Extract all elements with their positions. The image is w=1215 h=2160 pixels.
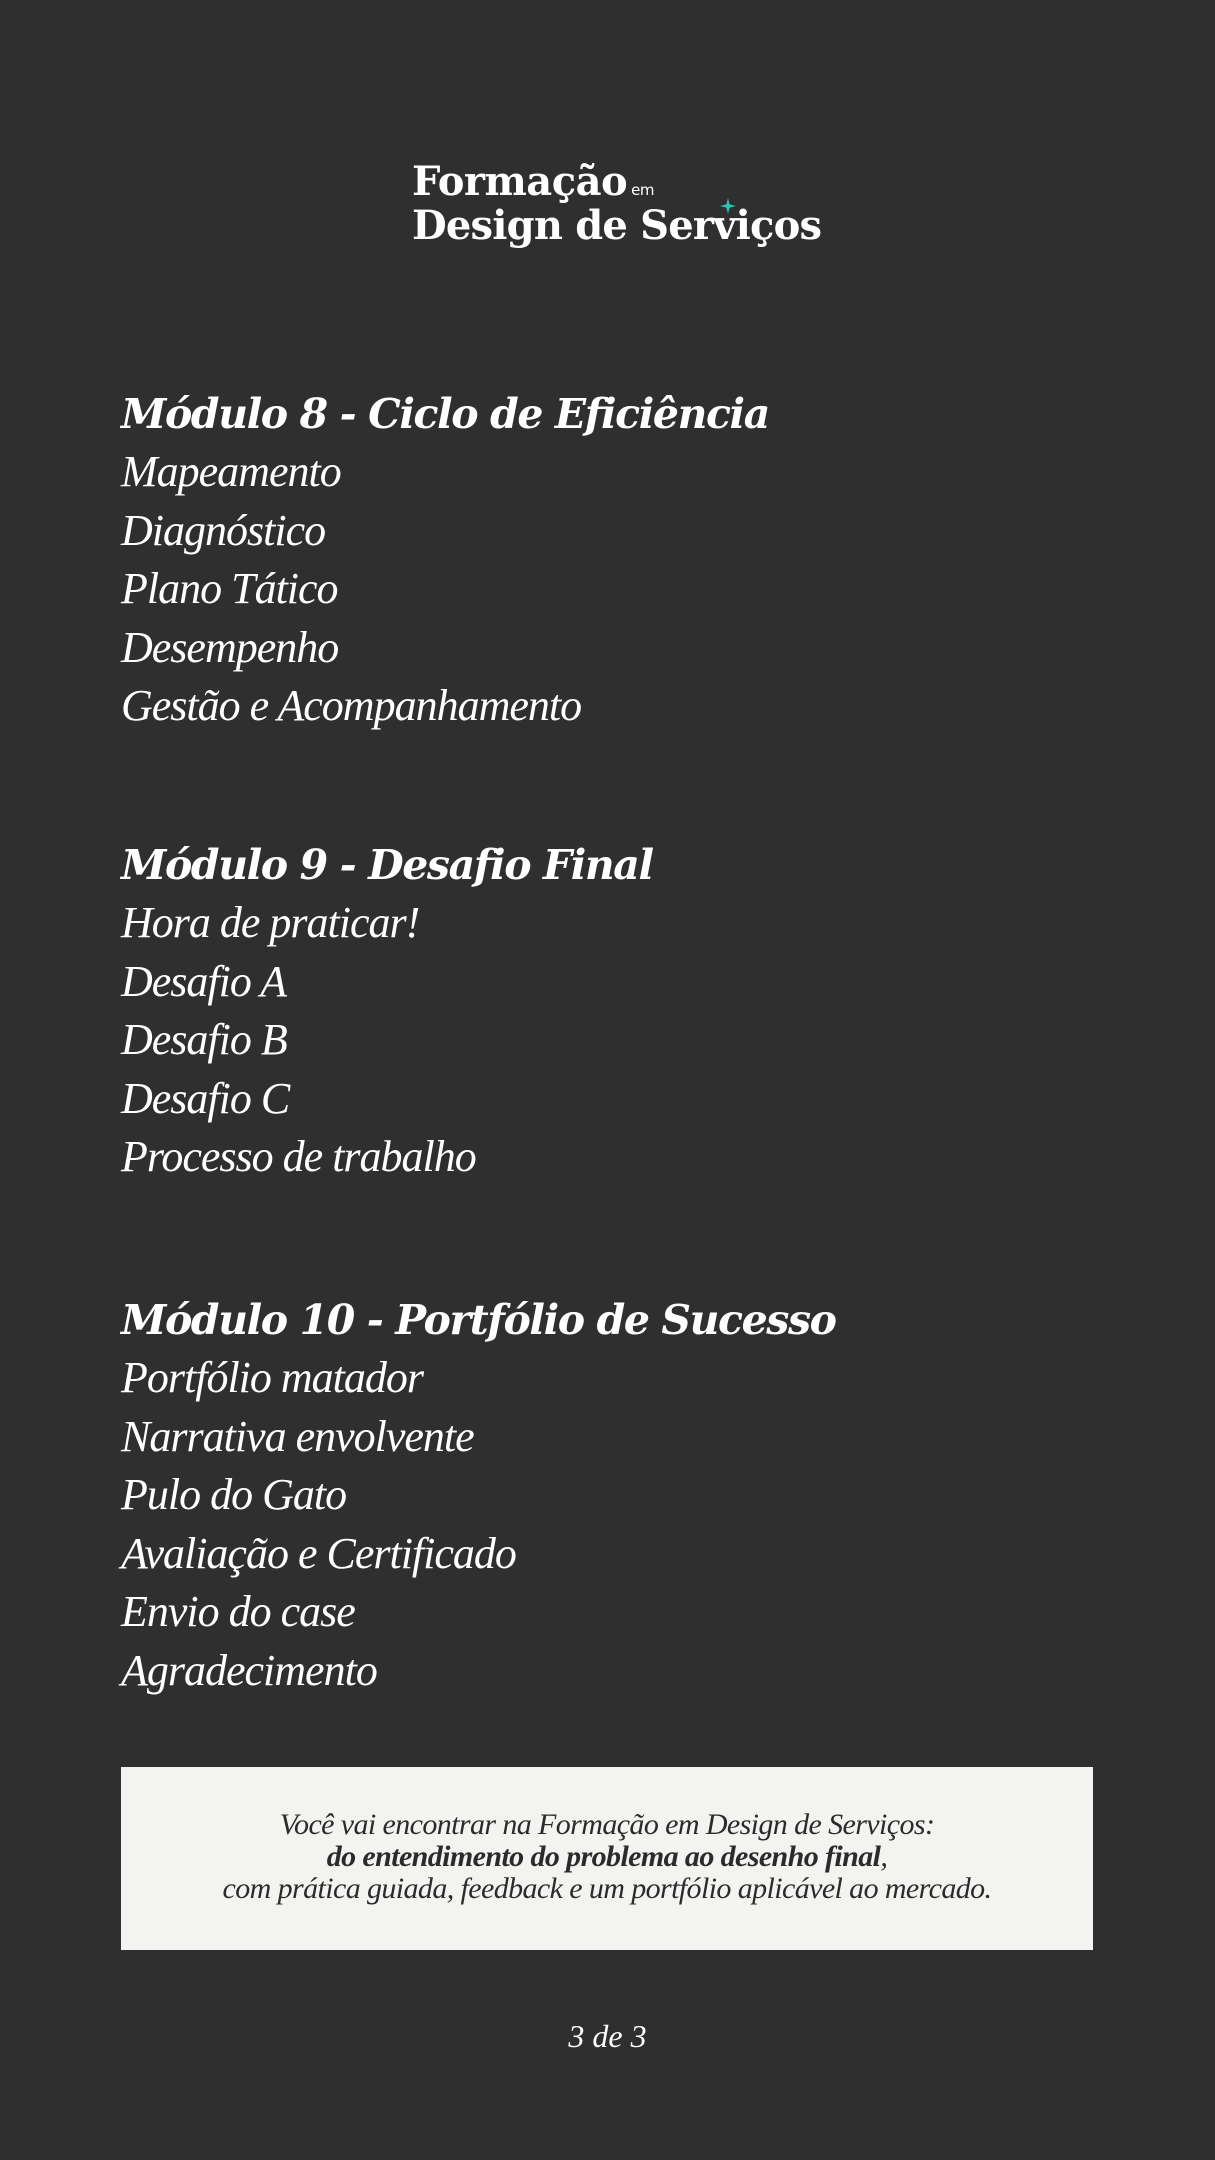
module-topic: Envio do case	[121, 1587, 355, 1636]
module-topic: Desafio A	[121, 956, 286, 1006]
module-topic: Agradecimento	[121, 1645, 377, 1695]
module-title: Módulo 8 - Ciclo de Eficiência	[121, 390, 769, 438]
callout-highlight-suffix: ,	[880, 1840, 888, 1873]
module-topic: Gestão e Acompanhamento	[121, 681, 582, 730]
module-topic: Processo de trabalho	[121, 1132, 476, 1181]
callout-closing: com prática guiada, feedback e um portfólio aplicável ao mercado.	[222, 1872, 992, 1905]
module-topic: Pulo do Gato	[121, 1470, 347, 1519]
callout-highlight: do entendimento do problema ao desenho final	[326, 1840, 881, 1873]
module-topic: Portfólio matador	[121, 1353, 424, 1402]
module-10	[121, 1291, 836, 1700]
module-topic: Desafio B	[121, 1015, 287, 1064]
module-topic: Desafio C	[121, 1073, 290, 1123]
page-counter: 3 de 3	[568, 2018, 647, 2054]
module-topic: Avaliação e Certificado	[121, 1528, 516, 1578]
module-topic-list	[121, 894, 653, 1187]
module-topic: Desempenho	[121, 622, 339, 672]
module-topic: Hora de praticar!	[121, 898, 420, 947]
module-topic: Diagnóstico	[121, 505, 326, 555]
module-topic-list	[121, 443, 769, 736]
summary-callout	[121, 1767, 1093, 1950]
module-8	[121, 385, 769, 736]
callout-highlight-line	[121, 1841, 1093, 1873]
logo-word-formacao: Formação	[412, 158, 628, 205]
module-title: Módulo 9 - Desafio Final	[121, 841, 653, 889]
brand-logo	[412, 158, 822, 258]
module-topic: Mapeamento	[121, 447, 341, 496]
module-topic-list	[121, 1349, 836, 1700]
logo-line-2: Design de Serviços	[412, 202, 822, 249]
module-title: Módulo 10 - Portfólio de Sucesso	[121, 1296, 836, 1344]
module-topic: Narrativa envolvente	[121, 1411, 474, 1461]
module-9	[121, 836, 653, 1187]
callout-intro: Você vai encontrar na Formação em Design de Serviços:	[279, 1808, 935, 1841]
module-topic: Plano Tático	[121, 564, 338, 613]
logo-connector: em	[631, 181, 655, 199]
